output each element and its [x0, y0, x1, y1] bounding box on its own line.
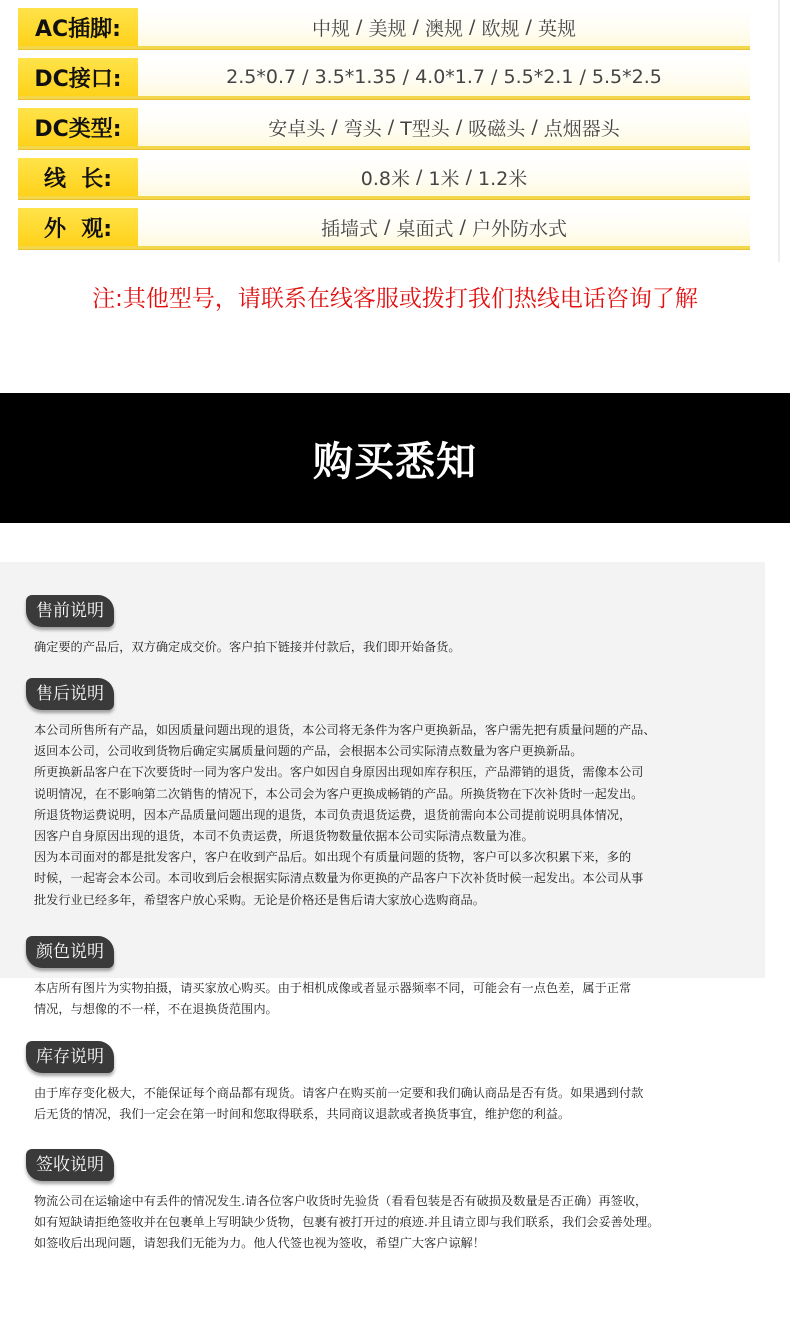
spec-value: 澳规 [424, 17, 463, 40]
spec-value: 吸磁头 [468, 117, 526, 140]
section-color [26, 936, 778, 1020]
spec-value: T型头 [400, 117, 450, 140]
separator: / [378, 216, 397, 238]
section-tag: 售前说明 [26, 595, 114, 627]
text-line: 由于库存变化极大，不能保证每个商品都有现货。请客户在购买前一定要和我们确认商品是否有货。如果遇到付款 [34, 1086, 644, 1100]
spec-row-ac-plug [18, 8, 750, 48]
spec-table [18, 0, 780, 262]
spec-value: 美规 [368, 17, 407, 40]
section-stock [26, 1041, 778, 1125]
spec-row-dc-interface [18, 58, 750, 98]
text-line: 本公司所售所有产品，如因质量问题出现的退货，本公司将无条件为客户更换新品，客户需先把有质量问题的产品、 [34, 723, 656, 737]
spec-label: DC接口: [18, 58, 138, 96]
spec-label: 外 观: [18, 208, 138, 246]
text-line: 因为本司面对的都是批发客户，客户在收到产品后。如出现个有质量问题的货物，客户可以多次积累下来，多的 [34, 850, 632, 865]
text-line: 所更换新品客户在下次要货时一同为客户发出。客户如因自身原因出现如库存积压，产品滞销的退货，需像本公司 [34, 765, 644, 780]
spec-label: DC类型: [18, 108, 138, 146]
spec-value: 安卓头 [268, 117, 326, 140]
spec-value: 桌面式 [396, 217, 454, 240]
spec-values [138, 108, 750, 146]
text-line: 因客户自身原因出现的退货，本司不负责运费，所退货物数量依据本公司实际清点数量为准。 [34, 829, 534, 844]
spec-row-dc-type [18, 108, 750, 148]
spec-label: AC插脚: [18, 8, 138, 46]
spec-value: 1米 [428, 167, 460, 190]
separator: / [449, 116, 469, 138]
spec-value: 欧规 [481, 17, 520, 40]
section-tag: 售后说明 [26, 678, 114, 710]
text-line: 批发行业已经多年，希望客户放心采购。无论是价格还是售后请大家放心选购商品。 [34, 892, 485, 907]
spec-values [138, 58, 750, 96]
text-line: 本店所有图片为实物拍摄，请买家放心购买。由于相机成像或者显示器频率不同，可能会有一点色差，属于正常 [34, 981, 632, 995]
separator: / [396, 66, 416, 88]
spec-values [138, 8, 750, 46]
section-signing [26, 1149, 778, 1255]
spec-value: 2.5*0.7 [226, 66, 297, 88]
separator: / [485, 66, 504, 88]
text-line: 所退货物运费说明，因本产品质量问题出现的退货，本司负责退货运费，退货前需向本公司提前说明具体情况， [34, 807, 632, 822]
text-line: 如有短缺请拒绝签收并在包裹单上写明缺少货物，包裹有被打开过的痕迹.并且请立即与我们联系，我们会妥善处理。 [34, 1215, 660, 1230]
spec-value: 弯头 [343, 117, 382, 140]
section-tag: 库存说明 [26, 1041, 114, 1073]
spec-value: 中规 [311, 17, 350, 40]
text-line: 返回本公司，公司收到货物后确定实属质量问题的产品，会根据本公司实际清点数量为客户更换新品。 [34, 744, 583, 759]
separator: / [525, 116, 544, 138]
section-text [26, 637, 778, 658]
contact-note: 注:其他型号，请联系在线客服或拨打我们热线电话咨询了解 [92, 286, 698, 312]
separator: / [325, 116, 344, 138]
section-text [26, 1191, 778, 1255]
spec-row-cable-length [18, 158, 750, 198]
text-line: 后无货的情况，我们一定会在第一时间和您取得联系，共同商议退款或者换货事宜，维护您的利益。 [34, 1107, 571, 1122]
section-aftersale [26, 678, 778, 911]
spec-value: 插墙式 [320, 217, 378, 240]
spec-values [138, 208, 750, 246]
separator: / [519, 16, 538, 38]
text-line: 如签收后出现问题，请恕我们无能为力。他人代签也视为签收，希望广大客户谅解！ [34, 1236, 485, 1251]
separator: / [296, 66, 315, 88]
text-line: 时候，一起寄会本公司。本司收到后会根据实际清点数量为你更换的产品客户下次补货时候一起发出。本公司从事 [34, 871, 644, 886]
section-tag: 签收说明 [26, 1149, 114, 1181]
spec-row-appearance [18, 208, 750, 248]
separator: / [463, 16, 482, 38]
spec-value: 5.5*2.1 [503, 66, 574, 88]
section-presale [26, 595, 778, 658]
spec-value: 0.8米 [360, 167, 410, 190]
banner-title: 购买悉知 [313, 438, 477, 485]
spec-value: 户外防水式 [471, 217, 567, 240]
separator: / [573, 66, 592, 88]
separator: / [459, 166, 479, 188]
separator: / [406, 16, 425, 38]
spec-value: 1.2米 [478, 167, 528, 190]
spec-value: 3.5*1.35 [314, 66, 397, 88]
text-line: 物流公司在运输途中有丢件的情况发生.请各位客户收货时先验货（看看包装是否有破损及数量是否正确）再签收， [34, 1194, 648, 1208]
separator: / [350, 16, 369, 38]
text-line: 确定要的产品后，双方确定成交价。客户拍下链接并付款后，我们即开始备货。 [34, 640, 461, 654]
text-line: 情况，与想像的不一样，不在退换货范围内。 [34, 1002, 278, 1017]
spec-values [138, 158, 750, 196]
spec-label: 线 长: [18, 158, 138, 196]
spec-value: 点烟器头 [543, 117, 620, 140]
separator: / [381, 116, 401, 138]
separator: / [409, 166, 429, 188]
spec-value: 4.0*1.7 [415, 66, 486, 88]
section-text [26, 978, 778, 1020]
separator: / [453, 216, 472, 238]
spec-value: 英规 [537, 17, 576, 40]
spec-value: 5.5*2.5 [591, 66, 662, 88]
section-text [26, 1083, 778, 1125]
section-tag: 颜色说明 [26, 936, 114, 968]
section-text [26, 720, 778, 911]
text-line: 说明情况，在不影响第二次销售的情况下，本公司会为客户更换成畅销的产品。所换货物在下次补货时一起发出。 [34, 786, 644, 801]
purchase-notice-banner [0, 393, 790, 523]
